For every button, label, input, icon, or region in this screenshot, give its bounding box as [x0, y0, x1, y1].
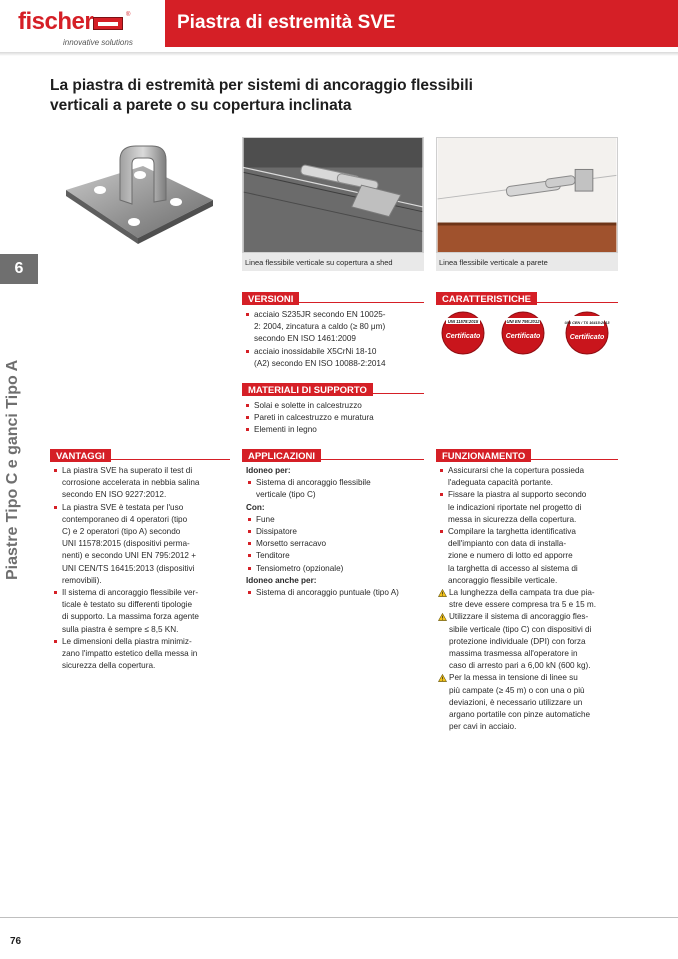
versioni-list [244, 309, 424, 370]
warning-icon [438, 613, 447, 621]
list-item: Sistema di ancoraggio puntuale (tipo A) [246, 587, 424, 599]
certificate-badge [500, 310, 546, 356]
list-item-line: Compilare la targhetta identificativa [448, 527, 576, 537]
warning-icon [438, 589, 447, 597]
idoneo-label: Idoneo per: [246, 466, 291, 475]
headline-line: La piastra di estremità per sistemi di ancoraggio flessibili [50, 77, 473, 94]
list-item-line: argano portatile con pinze automatiche [449, 710, 591, 720]
cert-label: Certificato [569, 334, 605, 341]
section-title: FUNZIONAMENTO [436, 449, 531, 462]
list-item [244, 346, 424, 370]
list-item-line: acciaio inossidabile X5CrNi 18-10 [254, 346, 377, 356]
list-item-line: contemporaneo di 4 operatori (tipo [62, 514, 188, 524]
warning-item [438, 587, 618, 611]
list-item-line: di supporto. La massima forza agente [62, 612, 199, 622]
list-item-line: corrosione accelerata in nebbia salina [62, 478, 200, 488]
list-item-line: la targhetta di accesso al sistema di [448, 563, 578, 573]
list-item-line: Fissare la piastra al supporto secondo [448, 490, 587, 500]
fischer-logo [18, 8, 148, 48]
list-item-line: deviazioni, è necessario utilizzare un [449, 697, 583, 707]
list-item: Solai e solette in calcestruzzo [244, 400, 424, 412]
list-item-line: Il sistema di ancoraggio flessibile ver- [62, 588, 199, 598]
list-item-line: La lunghezza della campata tra due pia- [449, 588, 595, 598]
roof-installation-photo [242, 137, 424, 253]
section-header-applicazioni [242, 446, 424, 460]
list-item-line: ticale è testato su differenti tipologie [62, 600, 193, 610]
list-item-line: nenti) e secondo UNI EN 795:2012 + [62, 551, 197, 561]
list-item [244, 309, 424, 346]
headline [50, 76, 610, 116]
logo-badge-icon [93, 17, 123, 30]
headline-line: verticali a parete o su copertura inclinata [50, 97, 352, 114]
list-item-line: più campate (≥ 45 m) o con una o più [449, 685, 585, 695]
chapter-label: Piastre Tipo C e ganci Tipo A [4, 359, 21, 580]
list-item-line: sibile verticale (tipo C) con dispositivi di [449, 624, 592, 634]
list-item [438, 526, 618, 587]
list-item-line: messa in sicurezza della copertura. [448, 514, 577, 524]
list-item-line: massima trasmessa all'operatore in [449, 649, 578, 659]
brand-name: fischer [18, 8, 94, 35]
list-item-line: secondo EN ISO 9227:2012. [62, 490, 167, 500]
list-item: Pareti in calcestruzzo e muratura [244, 412, 424, 424]
chapter-number: 6 [0, 254, 38, 284]
section-header-funzionamento [436, 446, 618, 460]
list-item-line: per cavi in acciaio. [449, 722, 517, 732]
list-item [52, 587, 230, 636]
wall-installation-photo [436, 137, 618, 253]
brand-tagline: innovative solutions [63, 38, 133, 47]
section-header-caratteristiche [436, 289, 618, 303]
list-item: Fune [246, 514, 424, 526]
list-item [438, 465, 618, 489]
warning-item [438, 611, 618, 672]
certificate-badge [564, 310, 610, 356]
list-item-line: Per la messa in tensione di linee su [449, 673, 578, 683]
list-item-line: UNI 11578:2015 (dispositivi perma- [62, 539, 190, 549]
list-item-line: Assicurarsi che la copertura possieda [448, 466, 585, 475]
list-item-line: protezione individuale (DPI) con forza [449, 636, 586, 646]
list-item [438, 489, 618, 526]
cert-label: Certificato [505, 333, 541, 340]
section-header-materiali [242, 380, 424, 394]
list-item-line: le indicazioni riportate nel progetto di [448, 502, 582, 512]
section-title: VERSIONI [242, 292, 299, 305]
list-item-line: UNI CEN/TS 16415:2013 (dispositivi [62, 563, 195, 573]
list-item-line: Utilizzare il sistema di ancoraggio fles- [449, 612, 589, 622]
list-item [52, 636, 230, 673]
list-item-line: secondo EN ISO 1461:2009 [254, 334, 356, 344]
vantaggi-list [52, 465, 230, 672]
list-item-line: zione e numero di lotto ed apporre [448, 551, 573, 561]
page-title: Piastra di estremità SVE [177, 12, 396, 33]
footer-divider [0, 917, 678, 918]
list-item: Elementi in legno [244, 424, 424, 436]
list-item-line: La piastra SVE ha superato il test di [62, 466, 193, 475]
funzionamento-list [438, 465, 618, 733]
list-item-line: stre deve essere compresa tra 5 e 15 m. [449, 600, 596, 610]
section-header-versioni [242, 289, 424, 303]
list-item-line: dell'impianto con data di installa- [448, 539, 567, 549]
registered-mark-icon: ® [126, 12, 131, 18]
list-item-line: removibili). [62, 575, 102, 585]
list-item-line: (A2) secondo EN ISO 10088-2:2014 [254, 358, 386, 368]
list-item-line: l'adeguata capacità portante. [448, 478, 553, 488]
list-item-line: verticale (tipo C) [256, 490, 316, 500]
page-header [0, 0, 678, 52]
cert-standard: UNI CEN / TS 16415:2013 [564, 321, 610, 325]
list-item [52, 502, 230, 587]
applicazioni-list [246, 465, 424, 599]
list-item-line: acciaio S235JR secondo EN 10025- [254, 310, 386, 319]
materiali-list [244, 400, 424, 437]
section-header-vantaggi [50, 446, 230, 460]
cert-standard: UNI EN 795:2012 [506, 319, 540, 324]
list-item: Dissipatore [246, 526, 424, 538]
con-label: Con: [246, 502, 265, 512]
section-title: APPLICAZIONI [242, 449, 321, 462]
list-item [52, 465, 230, 502]
list-item-line: 2: 2004, zincatura a caldo (≥ 80 μm) [254, 322, 386, 332]
header-shadow [0, 52, 678, 56]
cert-standard: UNI 11578:2015 [447, 319, 479, 324]
list-item: Tensiometro (opzionale) [246, 563, 424, 575]
warning-icon [438, 674, 447, 682]
cert-label: Certificato [445, 333, 481, 340]
list-item [246, 477, 424, 501]
end-plate-product-image [48, 138, 228, 268]
list-item-line: sulla piastra è sempre ≤ 8,5 KN. [62, 624, 179, 634]
photo-caption: Linea flessibile verticale su copertura a shed [242, 253, 424, 271]
anche-label: Idoneo anche per: [246, 575, 317, 585]
list-item-line: ancoraggio flessibile verticale. [448, 575, 558, 585]
list-item-line: caso di arresto pari a 6,00 kN (600 kg). [449, 661, 591, 671]
list-item-line: sicurezza della copertura. [62, 661, 156, 671]
section-title: VANTAGGI [50, 449, 111, 462]
list-item: Morsetto serracavo [246, 538, 424, 550]
page-number: 76 [10, 936, 22, 947]
section-title: MATERIALI DI SUPPORTO [242, 383, 373, 396]
list-item-line: Le dimensioni della piastra minimiz- [62, 636, 192, 646]
list-item-line: C) e 2 operatori (tipo A) secondo [62, 527, 181, 537]
list-item-line: La piastra SVE è testata per l'uso [62, 502, 184, 512]
photo-caption: Linea flessibile verticale a parete [436, 253, 618, 271]
certificate-badge [440, 310, 486, 356]
list-item: Tenditore [246, 550, 424, 562]
list-item-line: Sistema di ancoraggio flessibile [256, 478, 371, 488]
warning-item [438, 672, 618, 733]
section-title: CARATTERISTICHE [436, 292, 537, 305]
list-item-line: zano l'impatto estetico della messa in [62, 649, 198, 659]
page-title-bar [165, 0, 678, 47]
